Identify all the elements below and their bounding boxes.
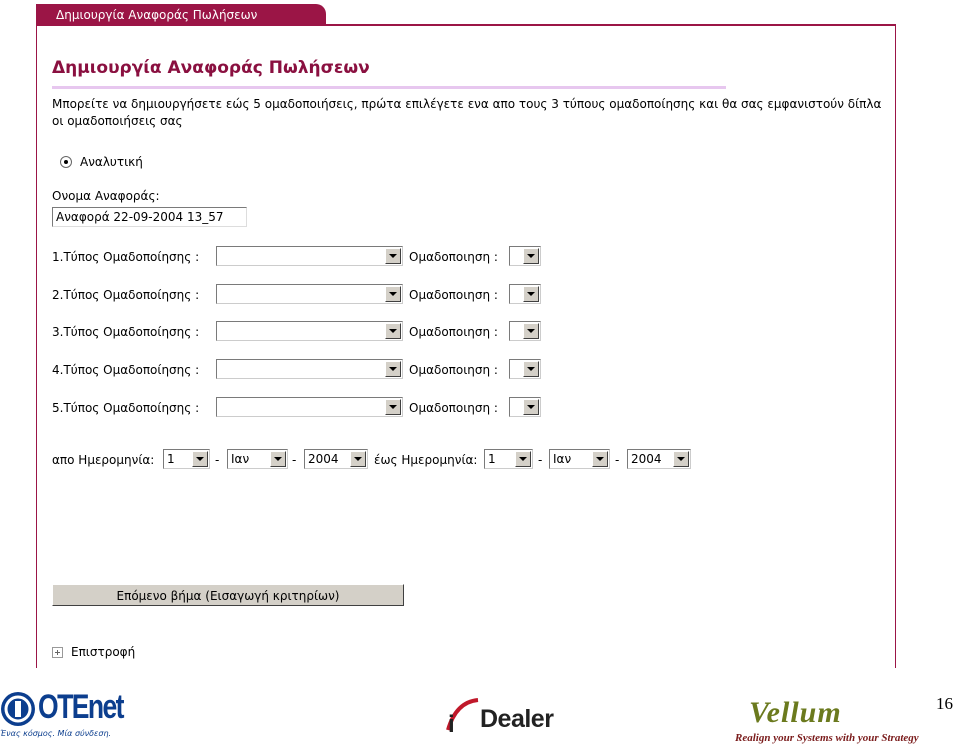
grouping-label-5: Ομαδοποιηση : <box>409 401 498 415</box>
chevron-down-icon[interactable] <box>523 286 539 302</box>
chevron-down-icon[interactable] <box>523 361 539 377</box>
vellum-wordmark: Vellum <box>749 696 842 729</box>
back-link[interactable] <box>52 645 135 659</box>
date-separator: - <box>292 453 297 467</box>
expand-icon[interactable] <box>52 647 63 658</box>
group-type-select-4[interactable] <box>216 359 403 379</box>
grouping-label-3: Ομαδοποιηση : <box>409 325 498 339</box>
date-to-year-select[interactable]: 2004 <box>627 449 691 469</box>
otenet-mark-icon <box>0 690 36 728</box>
group-type-select-2[interactable] <box>216 284 403 304</box>
date-from-month-select[interactable]: Ιαν <box>227 449 288 469</box>
group-type-label-2: 2.Τύπος Ομαδοποίησης : <box>52 288 200 302</box>
window-tab: Δημιουργία Αναφοράς Πωλήσεων <box>36 4 326 26</box>
group-type-select-3[interactable] <box>216 321 403 341</box>
date-from-day-select[interactable]: 1 <box>163 449 210 469</box>
i2dealer-mark-icon <box>446 696 480 734</box>
date-separator: - <box>538 453 543 467</box>
report-name-input[interactable] <box>52 207 247 227</box>
analytic-option[interactable] <box>60 153 143 171</box>
otenet-wordmark: OTEnet <box>38 688 123 726</box>
report-name-label: Ονομα Αναφοράς: <box>52 189 160 203</box>
page-title: Δημιουργία Αναφοράς Πωλήσεων <box>52 58 370 78</box>
chevron-down-icon[interactable] <box>385 361 401 377</box>
otenet-tagline: Ένας κόσμος. Μία σύνδεση. <box>0 729 112 738</box>
date-to-label: έως Ημερομηνία: <box>374 453 478 467</box>
grouping-select-5[interactable] <box>509 397 541 417</box>
chevron-down-icon[interactable] <box>385 286 401 302</box>
date-separator: - <box>215 453 220 467</box>
chevron-down-icon[interactable] <box>385 323 401 339</box>
chevron-down-icon[interactable] <box>523 399 539 415</box>
vellum-logo <box>735 696 919 748</box>
svg-text:i: i <box>448 711 455 734</box>
group-type-select-1[interactable] <box>216 246 403 266</box>
date-separator: - <box>615 453 620 467</box>
radio-label: Αναλυτική <box>80 155 143 169</box>
date-from-label: απο Ημερομηνία: <box>52 453 155 467</box>
chevron-down-icon[interactable] <box>523 248 539 264</box>
chevron-down-icon[interactable] <box>673 451 689 467</box>
group-type-label-5: 5.Τύπος Ομαδοποίησης : <box>52 401 200 415</box>
chevron-down-icon[interactable] <box>385 399 401 415</box>
intro-text: Μπορείτε να δημιουργήσετε εώς 5 ομαδοποιήσεις, πρώτα επιλέγετε ενα απο τους 3 τύπους ομαδοποίησης και θα σας εμφανιστούν δίπλα οι ομαδοποιήσεις σας <box>52 97 882 128</box>
page-number: 16 <box>936 694 953 713</box>
group-type-label-3: 3.Τύπος Ομαδοποίησης : <box>52 325 200 339</box>
chevron-down-icon[interactable] <box>350 451 366 467</box>
group-type-label-1: 1.Τύπος Ομαδοποίησης : <box>52 250 200 264</box>
vellum-tagline: Realign your Systems with your Strategy <box>735 732 919 744</box>
group-type-label-4: 4.Τύπος Ομαδοποίησης : <box>52 363 200 377</box>
radio-button[interactable] <box>60 156 72 168</box>
chevron-down-icon[interactable] <box>523 323 539 339</box>
grouping-select-2[interactable] <box>509 284 541 304</box>
grouping-select-4[interactable] <box>509 359 541 379</box>
grouping-label-4: Ομαδοποιηση : <box>409 363 498 377</box>
date-to-day-select[interactable]: 1 <box>484 449 533 469</box>
title-divider <box>52 86 726 89</box>
back-link-label[interactable]: Επιστροφή <box>71 645 136 659</box>
chevron-down-icon[interactable] <box>592 451 608 467</box>
group-type-select-5[interactable] <box>216 397 403 417</box>
grouping-label-1: Ομαδοποιηση : <box>409 250 498 264</box>
next-step-button[interactable]: Επόμενο βήμα (Εισαγωγή κριτηρίων) <box>52 584 404 606</box>
otenet-logo <box>0 688 123 740</box>
grouping-label-2: Ομαδοποιηση : <box>409 288 498 302</box>
chevron-down-icon[interactable] <box>385 248 401 264</box>
date-to-month-select[interactable]: Ιαν <box>549 449 610 469</box>
i2dealer-logo <box>446 694 553 734</box>
chevron-down-icon[interactable] <box>515 451 531 467</box>
grouping-select-1[interactable] <box>509 246 541 266</box>
dealer-wordmark: Dealer <box>480 705 554 733</box>
date-from-year-select[interactable]: 2004 <box>304 449 368 469</box>
grouping-select-3[interactable] <box>509 321 541 341</box>
chevron-down-icon[interactable] <box>270 451 286 467</box>
chevron-down-icon[interactable] <box>192 451 208 467</box>
